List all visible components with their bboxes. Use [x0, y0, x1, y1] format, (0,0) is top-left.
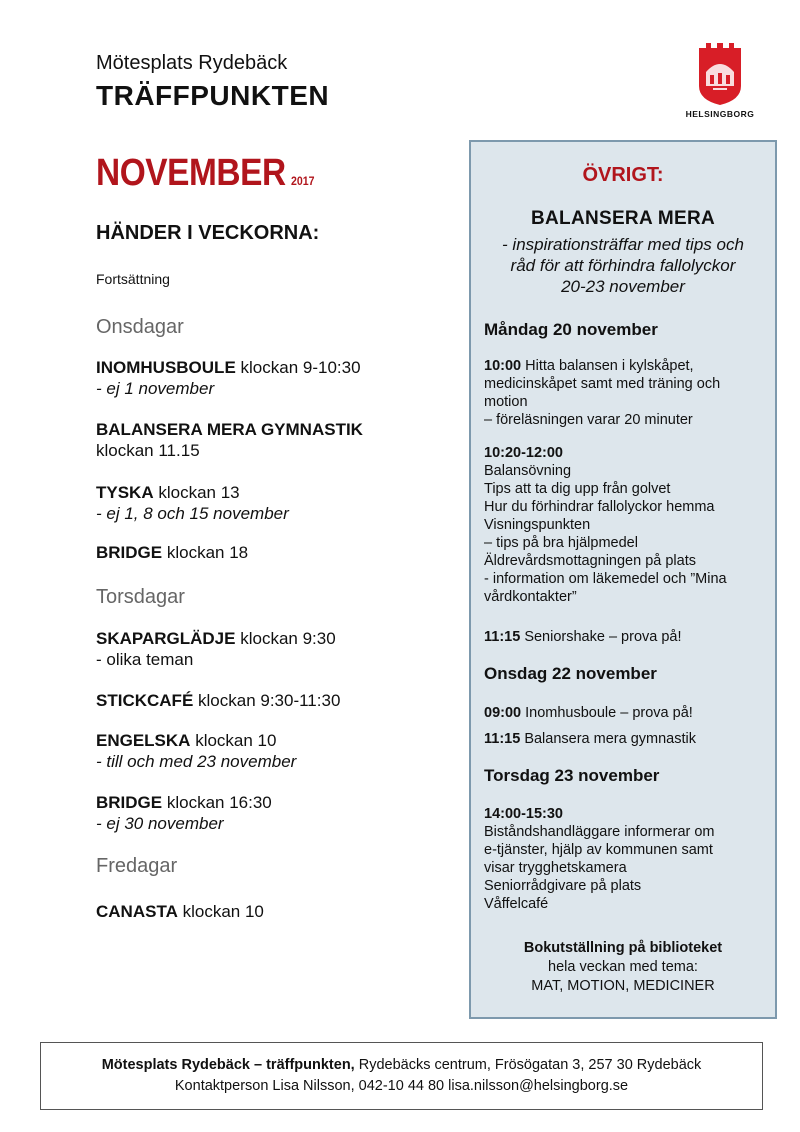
activity-time: klockan 18	[162, 543, 249, 562]
desc-line: råd för att förhindra fallolyckor	[510, 256, 736, 275]
activity-note: - ej 1 november	[96, 379, 215, 398]
event-line: Inomhusboule – prova på!	[521, 705, 693, 721]
event-line: - information om läkemedel och ”Mina	[484, 571, 727, 587]
footer-address-line	[41, 1055, 762, 1076]
activity-stickcafe	[96, 690, 340, 711]
activity-note: - till och med 23 november	[96, 752, 297, 771]
activity-time: klockan 11.15	[96, 441, 200, 460]
activity-name: STICKCAFÉ	[96, 691, 194, 710]
org-subtitle: Mötesplats Rydebäck	[96, 52, 288, 74]
month-heading	[96, 152, 314, 195]
event-line: Äldrevårdsmottagningen på plats	[484, 553, 696, 569]
activity-name: TYSKA	[96, 483, 154, 502]
event-line: vårdkontakter”	[484, 589, 577, 605]
month-year: 2017	[290, 174, 315, 188]
event-line: Tips att ta dig upp från golvet	[484, 481, 671, 497]
event-line: Balansövning	[484, 463, 572, 479]
event-block	[484, 628, 763, 646]
event-line: Seniorshake – prova på!	[520, 629, 682, 645]
event-line: Seniorrådgivare på plats	[484, 878, 642, 894]
activity-canasta	[96, 901, 264, 922]
page-title: TRÄFFPUNKTEN	[96, 80, 330, 111]
castle-crest-icon	[697, 42, 743, 106]
event-block	[484, 357, 763, 429]
event-time: 10:20-12:00	[484, 445, 563, 461]
event-line: – föreläsningen varar 20 minuter	[484, 412, 693, 428]
event-line: Biståndshandläggare informerar om	[484, 824, 715, 840]
activity-time: klockan 9:30	[235, 629, 336, 648]
event-line: Visningspunkten	[484, 517, 591, 533]
event-line: visar trygghetskamera	[484, 860, 627, 876]
event-line: Balansera mera gymnastik	[520, 731, 696, 747]
event-time: 09:00	[484, 705, 522, 721]
activity-name: BRIDGE	[96, 793, 163, 812]
activity-time: klockan 16:30	[162, 793, 272, 812]
footer-address: Rydebäcks centrum, Frösögatan 3, 257 30 Rydebäck	[354, 1057, 702, 1073]
footer-org: Mötesplats Rydebäck – träffpunkten,	[101, 1057, 355, 1073]
helsingborg-logo	[675, 42, 765, 119]
exhibition-title: Bokutställning på biblioteket	[523, 940, 723, 956]
activity-bridge-wed	[96, 542, 248, 563]
activity-time: klockan 10	[177, 902, 264, 921]
activity-tyska	[96, 482, 289, 524]
event-line: – tips på bra hjälpmedel	[484, 535, 638, 551]
activity-engelska	[96, 730, 296, 772]
event-line: Hur du förhindrar fallolyckor hemma	[484, 499, 715, 515]
book-exhibition	[471, 939, 775, 996]
day-wednesdays: Onsdagar	[96, 316, 184, 338]
footer-contact: Kontaktperson Lisa Nilsson, 042-10 44 80 lisa.nilsson@helsingborg.se	[174, 1078, 629, 1094]
month-name: NOVEMBER	[96, 152, 286, 194]
exhibition-line: hela veckan med tema:	[548, 959, 698, 975]
continuation-label: Fortsättning	[96, 271, 170, 287]
activity-note: - ej 30 november	[96, 814, 224, 833]
event-block	[484, 730, 763, 748]
activity-name: SKAPARGLÄDJE	[96, 629, 236, 648]
desc-line: - inspirationsträffar med tips och	[502, 235, 744, 254]
activity-time: klockan 9:30-11:30	[193, 691, 341, 710]
activity-note: - ej 1, 8 och 15 november	[96, 504, 289, 523]
panel-day-wednesday: Onsdag 22 november	[484, 664, 657, 683]
event-time: 14:00-15:30	[484, 806, 563, 822]
activity-skapargladje	[96, 628, 336, 670]
activity-balansera-mera	[96, 419, 363, 461]
day-thursdays: Torsdagar	[96, 586, 185, 608]
activity-inomhusboule	[96, 357, 361, 399]
activity-extra: - olika teman	[96, 650, 194, 669]
balansera-mera-description	[481, 234, 765, 297]
desc-line: 20-23 november	[561, 277, 685, 296]
other-events-panel	[469, 140, 777, 1019]
event-block	[484, 805, 763, 913]
event-line: motion	[484, 394, 528, 410]
day-fridays: Fredagar	[96, 855, 178, 877]
contact-footer	[40, 1042, 763, 1110]
activity-time: klockan 9-10:30	[235, 358, 361, 377]
event-line: Våffelcafé	[484, 896, 549, 912]
event-line: e-tjänster, hjälp av kommunen samt	[484, 842, 713, 858]
balansera-mera-title: BALANSERA MERA	[531, 208, 715, 229]
event-block	[484, 444, 763, 606]
event-time: 11:15	[484, 731, 521, 747]
event-line: Hitta balansen i kylskåpet,	[521, 358, 694, 374]
activity-name: BALANSERA MERA GYMNASTIK	[96, 420, 363, 439]
weekly-heading: HÄNDER I VECKORNA:	[96, 222, 320, 244]
event-time: 10:00	[484, 358, 522, 374]
panel-heading: ÖVRIGT:	[582, 164, 664, 186]
activity-bridge-thu	[96, 792, 272, 834]
activity-name: BRIDGE	[96, 543, 163, 562]
panel-day-thursday: Torsdag 23 november	[484, 766, 660, 785]
logo-text: HELSINGBORG	[685, 109, 755, 119]
event-line: medicinskåpet samt med träning och	[484, 376, 721, 392]
activity-time: klockan 13	[153, 483, 240, 502]
activity-name: ENGELSKA	[96, 731, 191, 750]
panel-day-monday: Måndag 20 november	[484, 320, 658, 339]
activity-name: INOMHUSBOULE	[96, 358, 236, 377]
activity-name: CANASTA	[96, 902, 178, 921]
exhibition-line: MAT, MOTION, MEDICINER	[531, 978, 715, 994]
event-block	[484, 704, 763, 722]
activity-time: klockan 10	[190, 731, 277, 750]
event-time: 11:15	[484, 629, 521, 645]
